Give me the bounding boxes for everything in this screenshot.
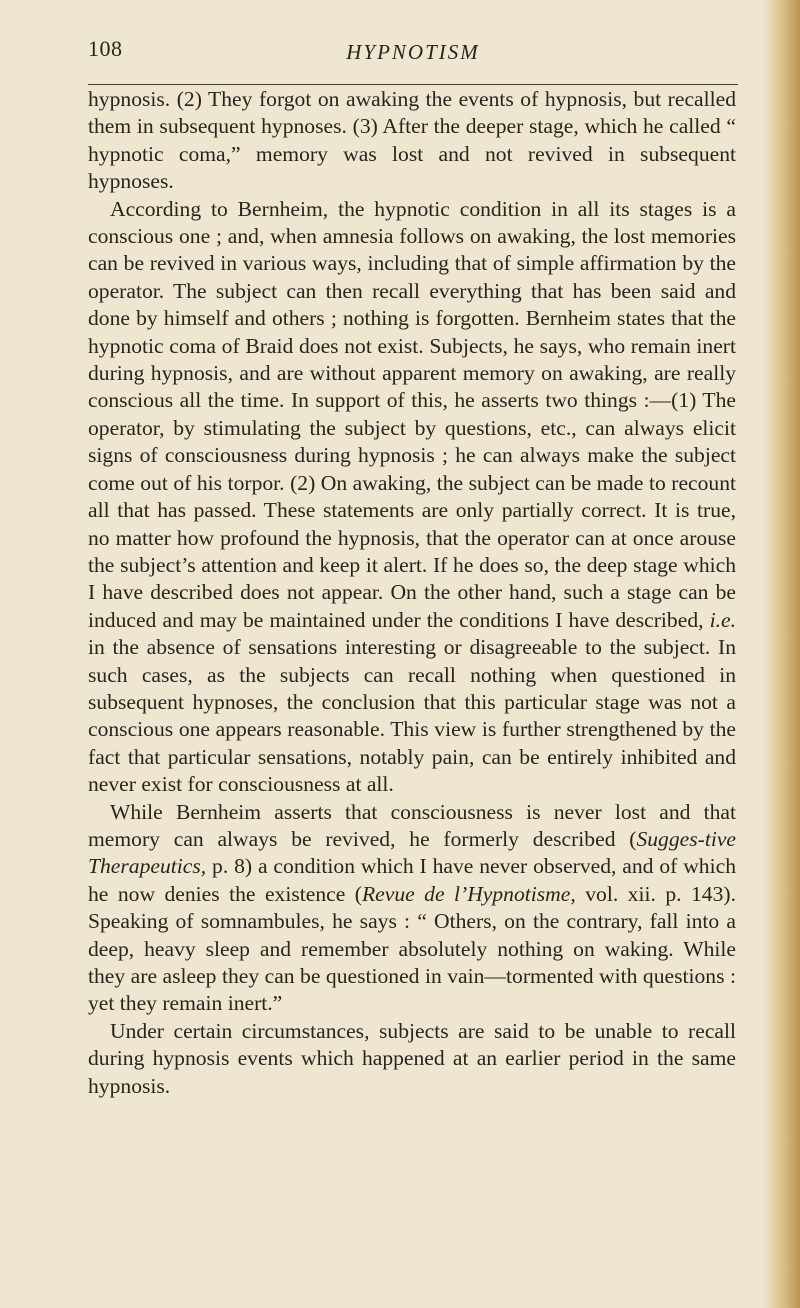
page-header: [88, 28, 738, 88]
body-text: [88, 86, 736, 1100]
paragraph-text: Under certain circumstances, subjects are said to be unable to recall during hypnosis events which happened at an earlier period in the same hypnosis.: [88, 1018, 736, 1098]
paragraph-text: hypnosis. (2) They forgot on awaking the events of hypnosis, but recalled them in subsequent hypnoses. (3) After the deeper stage, which he called “ hypnotic coma,” memory was lost and not revived in subsequent hypnoses.: [88, 87, 736, 194]
paragraph-text: p. 8) a condition which I have never observed, and of which he now denies the existence (: [88, 854, 736, 906]
paragraph-4: [88, 1018, 736, 1100]
paragraph-1: [88, 86, 736, 196]
paragraph-2: [88, 196, 736, 799]
page-edge: [762, 0, 800, 1308]
citation-title: Sugges-tive Therapeutics,: [88, 826, 736, 879]
page-number: 108: [88, 36, 123, 61]
citation-title: Revue de l’Hypnotisme,: [361, 881, 576, 906]
paragraph-text: vol. xii. p. 143). Speaking of somnambules, he says : “ Others, on the contrary, fall into a deep, heavy sleep and remember absolutely nothing on waking. While they are asleep they can be questioned in vain—tormented with questions : yet they remain inert.”: [88, 881, 736, 1016]
running-title: HYPNOTISM: [346, 40, 480, 64]
italic-abbreviation: i.e.: [709, 607, 736, 632]
paragraph-text: in the absence of sensations interesting or disagreeable to the subject. In such cases, as the subjects can recall nothing when questioned in subsequent hypnoses, the conclusion that this particular stage was not a conscious one appears reasonable. This view is further strengthened by the fact that particular sensations, notably pain, can be entirely inhibited and never exist for consciousness at all.: [88, 635, 736, 797]
paragraph-text: While Bernheim asserts that consciousness is never lost and that memory can always be revived, he formerly described (: [88, 799, 736, 851]
paragraph-text: According to Bernheim, the hypnotic condition in all its stages is a conscious one ; and, when amnesia follows on awaking, the lost memories can be revived in various ways, including that of simple affirmation by the operator. The subject can then recall everything that has been said and done by himself and others ; nothing is forgotten. Bernheim states that the hypnotic coma of Braid does not exist. Subjects, he says, who remain inert during hypnosis, and are without apparent memory on awaking, are really conscious all the time. In support of this, he asserts two things :—(1) The operator, by stimulating the subject by questions, etc., can always elicit signs of consciousness during hypnosis ; he can always make the subject come out of his torpor. (2) On awaking, the subject can be made to recount all that has passed. These statements are only partially correct. It is true, no matter how profound the hypnosis, that the operator can at once arouse the subject’s attention and keep it alert. If he does so, the deep stage which I have described does not appear. On the other hand, such a stage can be induced and may be maintained under the conditions I have described,: [88, 196, 736, 632]
paragraph-3: [88, 799, 736, 1018]
header-rule: [88, 84, 738, 85]
